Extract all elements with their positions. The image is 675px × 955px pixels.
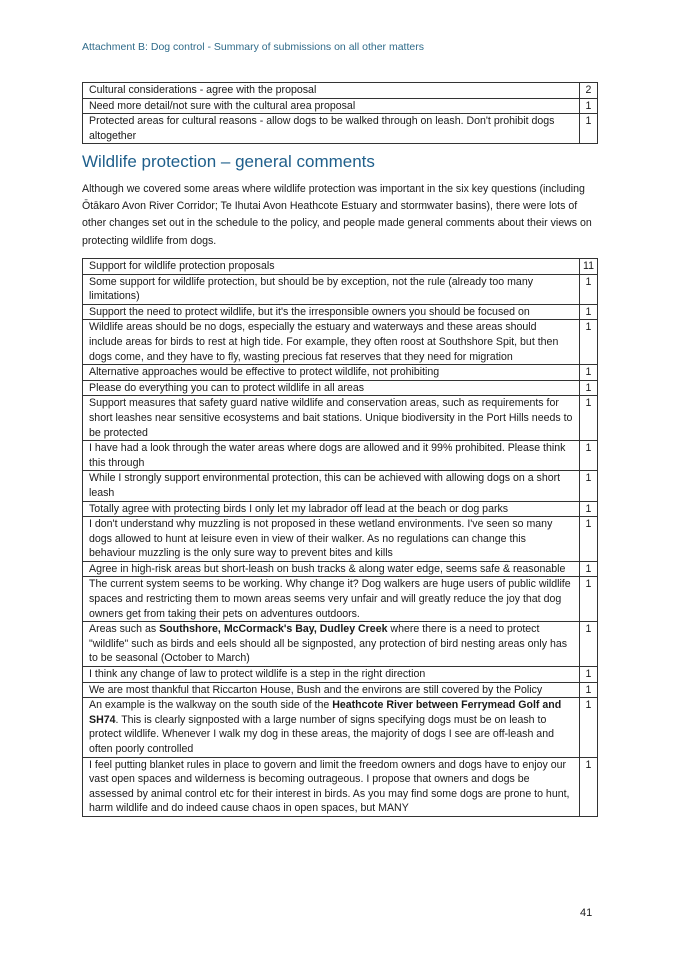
table-row [83, 259, 598, 275]
table-row [83, 274, 598, 304]
table-row [83, 517, 598, 562]
bold-place-names: Heathcote River between Ferrymead Golf and SH74 [89, 699, 562, 726]
table-row [83, 304, 598, 320]
comment-cell: Need more detail/not sure with the cultural area proposal [83, 98, 580, 114]
count-cell: 1 [580, 682, 598, 698]
comment-text: . This is clearly signposted with a large number of signs specifying dogs must be on leash to protect wildlife. Whenever I walk my dog in these areas, the majority of dogs I see are off-leash and often poorly controlled [89, 713, 554, 755]
count-cell: 1 [580, 396, 598, 441]
bold-place-names: Southshore, McCormack's Bay, Dudley Creek [159, 623, 388, 636]
count-cell: 2 [580, 83, 598, 99]
comment-text: Areas such as [89, 623, 160, 636]
table-row [83, 757, 598, 816]
count-cell: 1 [580, 561, 598, 577]
table-row [83, 667, 598, 683]
comment-cell: While I strongly support environmental protection, this can be achieved with allowing dogs on a short leash [83, 471, 580, 501]
comment-cell: Support the need to protect wildlife, but it's the irresponsible owners you should be focused on [83, 304, 580, 320]
count-cell: 1 [580, 320, 598, 365]
table-row [83, 622, 598, 667]
comment-cell [83, 698, 580, 757]
intro-paragraph: Although we covered some areas where wildlife protection was important in the six key questions (including Ōtākaro Avon River Corridor; Te Ihutai Avon Heathcote Estuary and stormwater basins), there were lots of other changes set out in the schedule to the policy, and people made general comments about their views on protecting wildlife from dogs. [82, 183, 592, 247]
comment-cell: Please do everything you can to protect wildlife in all areas [83, 380, 580, 396]
page-header: Attachment B: Dog control - Summary of submissions on all other matters [82, 41, 424, 53]
count-cell: 1 [580, 501, 598, 517]
page-number: 41 [580, 907, 593, 919]
count-cell: 1 [580, 304, 598, 320]
cultural-table [82, 82, 598, 144]
comment-cell: I have had a look through the water areas where dogs are allowed and it 99% prohibited. Please think this through [83, 441, 580, 471]
comment-text: where there is a need to protect "wildlife" such as birds and eels should all be signposted, any protection of bird nesting areas only has to be seasonal (October to March) [89, 623, 568, 665]
comment-cell: Agree in high-risk areas but short-leash on bush tracks & along water edge, seems safe & reasonable [83, 561, 580, 577]
wildlife-table [82, 258, 598, 817]
count-cell: 1 [580, 98, 598, 114]
comment-cell: Protected areas for cultural reasons - allow dogs to be walked through on leash. Don't prohibit dogs altogether [83, 114, 580, 144]
table-row [83, 577, 598, 622]
count-cell: 1 [580, 757, 598, 816]
comment-cell: I don't understand why muzzling is not proposed in these wetland environments. I've seen so many dogs allowed to hunt at leisure even in view of their walker. As no regulations can change this behaviour muzzling is the only sure way to prevent bites and kills [83, 517, 580, 562]
comment-cell: Support measures that safety guard native wildlife and conservation areas, such as requirements for short leashes near sensitive ecosystems and bait stations. Unique biodiversity in the Port Hills needs to be protected [83, 396, 580, 441]
comment-text: An example is the walkway on the south side of the [89, 699, 333, 712]
table-row [83, 698, 598, 757]
table-row [83, 561, 598, 577]
comment-cell [83, 622, 580, 667]
table-row [83, 471, 598, 501]
count-cell: 1 [580, 114, 598, 144]
comment-cell: Cultural considerations - agree with the proposal [83, 83, 580, 99]
table-row [83, 83, 598, 99]
table-row [83, 380, 598, 396]
count-cell: 1 [580, 471, 598, 501]
table-row [83, 98, 598, 114]
comment-cell: Wildlife areas should be no dogs, especially the estuary and waterways and these areas should include areas for birds to rest at high tide. For example, they often roost at Southshore Spit, but then dogs come, and they have to fly, wasting precious fat reserves that they need for migration [83, 320, 580, 365]
count-cell: 1 [580, 698, 598, 757]
count-cell: 11 [580, 259, 598, 275]
comment-cell: Some support for wildlife protection, but should be by exception, not the rule (already too many limitations) [83, 274, 580, 304]
count-cell: 1 [580, 380, 598, 396]
comment-cell: Alternative approaches would be effective to protect wildlife, not prohibiting [83, 365, 580, 381]
table-row [83, 365, 598, 381]
table-row [83, 396, 598, 441]
table-row [83, 441, 598, 471]
comment-cell: Totally agree with protecting birds I only let my labrador off lead at the beach or dog parks [83, 501, 580, 517]
count-cell: 1 [580, 441, 598, 471]
count-cell: 1 [580, 667, 598, 683]
count-cell: 1 [580, 622, 598, 667]
comment-cell: We are most thankful that Riccarton House, Bush and the environs are still covered by the Policy [83, 682, 580, 698]
count-cell: 1 [580, 517, 598, 562]
count-cell: 1 [580, 577, 598, 622]
count-cell: 1 [580, 274, 598, 304]
table-row [83, 320, 598, 365]
section-heading: Wildlife protection – general comments [82, 152, 375, 171]
comment-cell: I think any change of law to protect wildlife is a step in the right direction [83, 667, 580, 683]
comment-cell: I feel putting blanket rules in place to govern and limit the freedom owners and dogs have to enjoy our vast open spaces and wilderness is becoming outrageous. I propose that owners and dogs be assessed by animal control etc for their interest in birds. As you may find some dogs are prone to hunt, harm wildlife and do indeed cause chaos in open spaces, but MANY [83, 757, 580, 816]
comment-cell: Support for wildlife protection proposals [83, 259, 580, 275]
table-row [83, 114, 598, 144]
table-row [83, 682, 598, 698]
comment-cell: The current system seems to be working. Why change it? Dog walkers are huge users of public wildlife spaces and restricting them to mown areas seems very unfair and will greatly reduce the joy that dog owners get from taking their pets on adventures outdoors. [83, 577, 580, 622]
count-cell: 1 [580, 365, 598, 381]
table-row [83, 501, 598, 517]
